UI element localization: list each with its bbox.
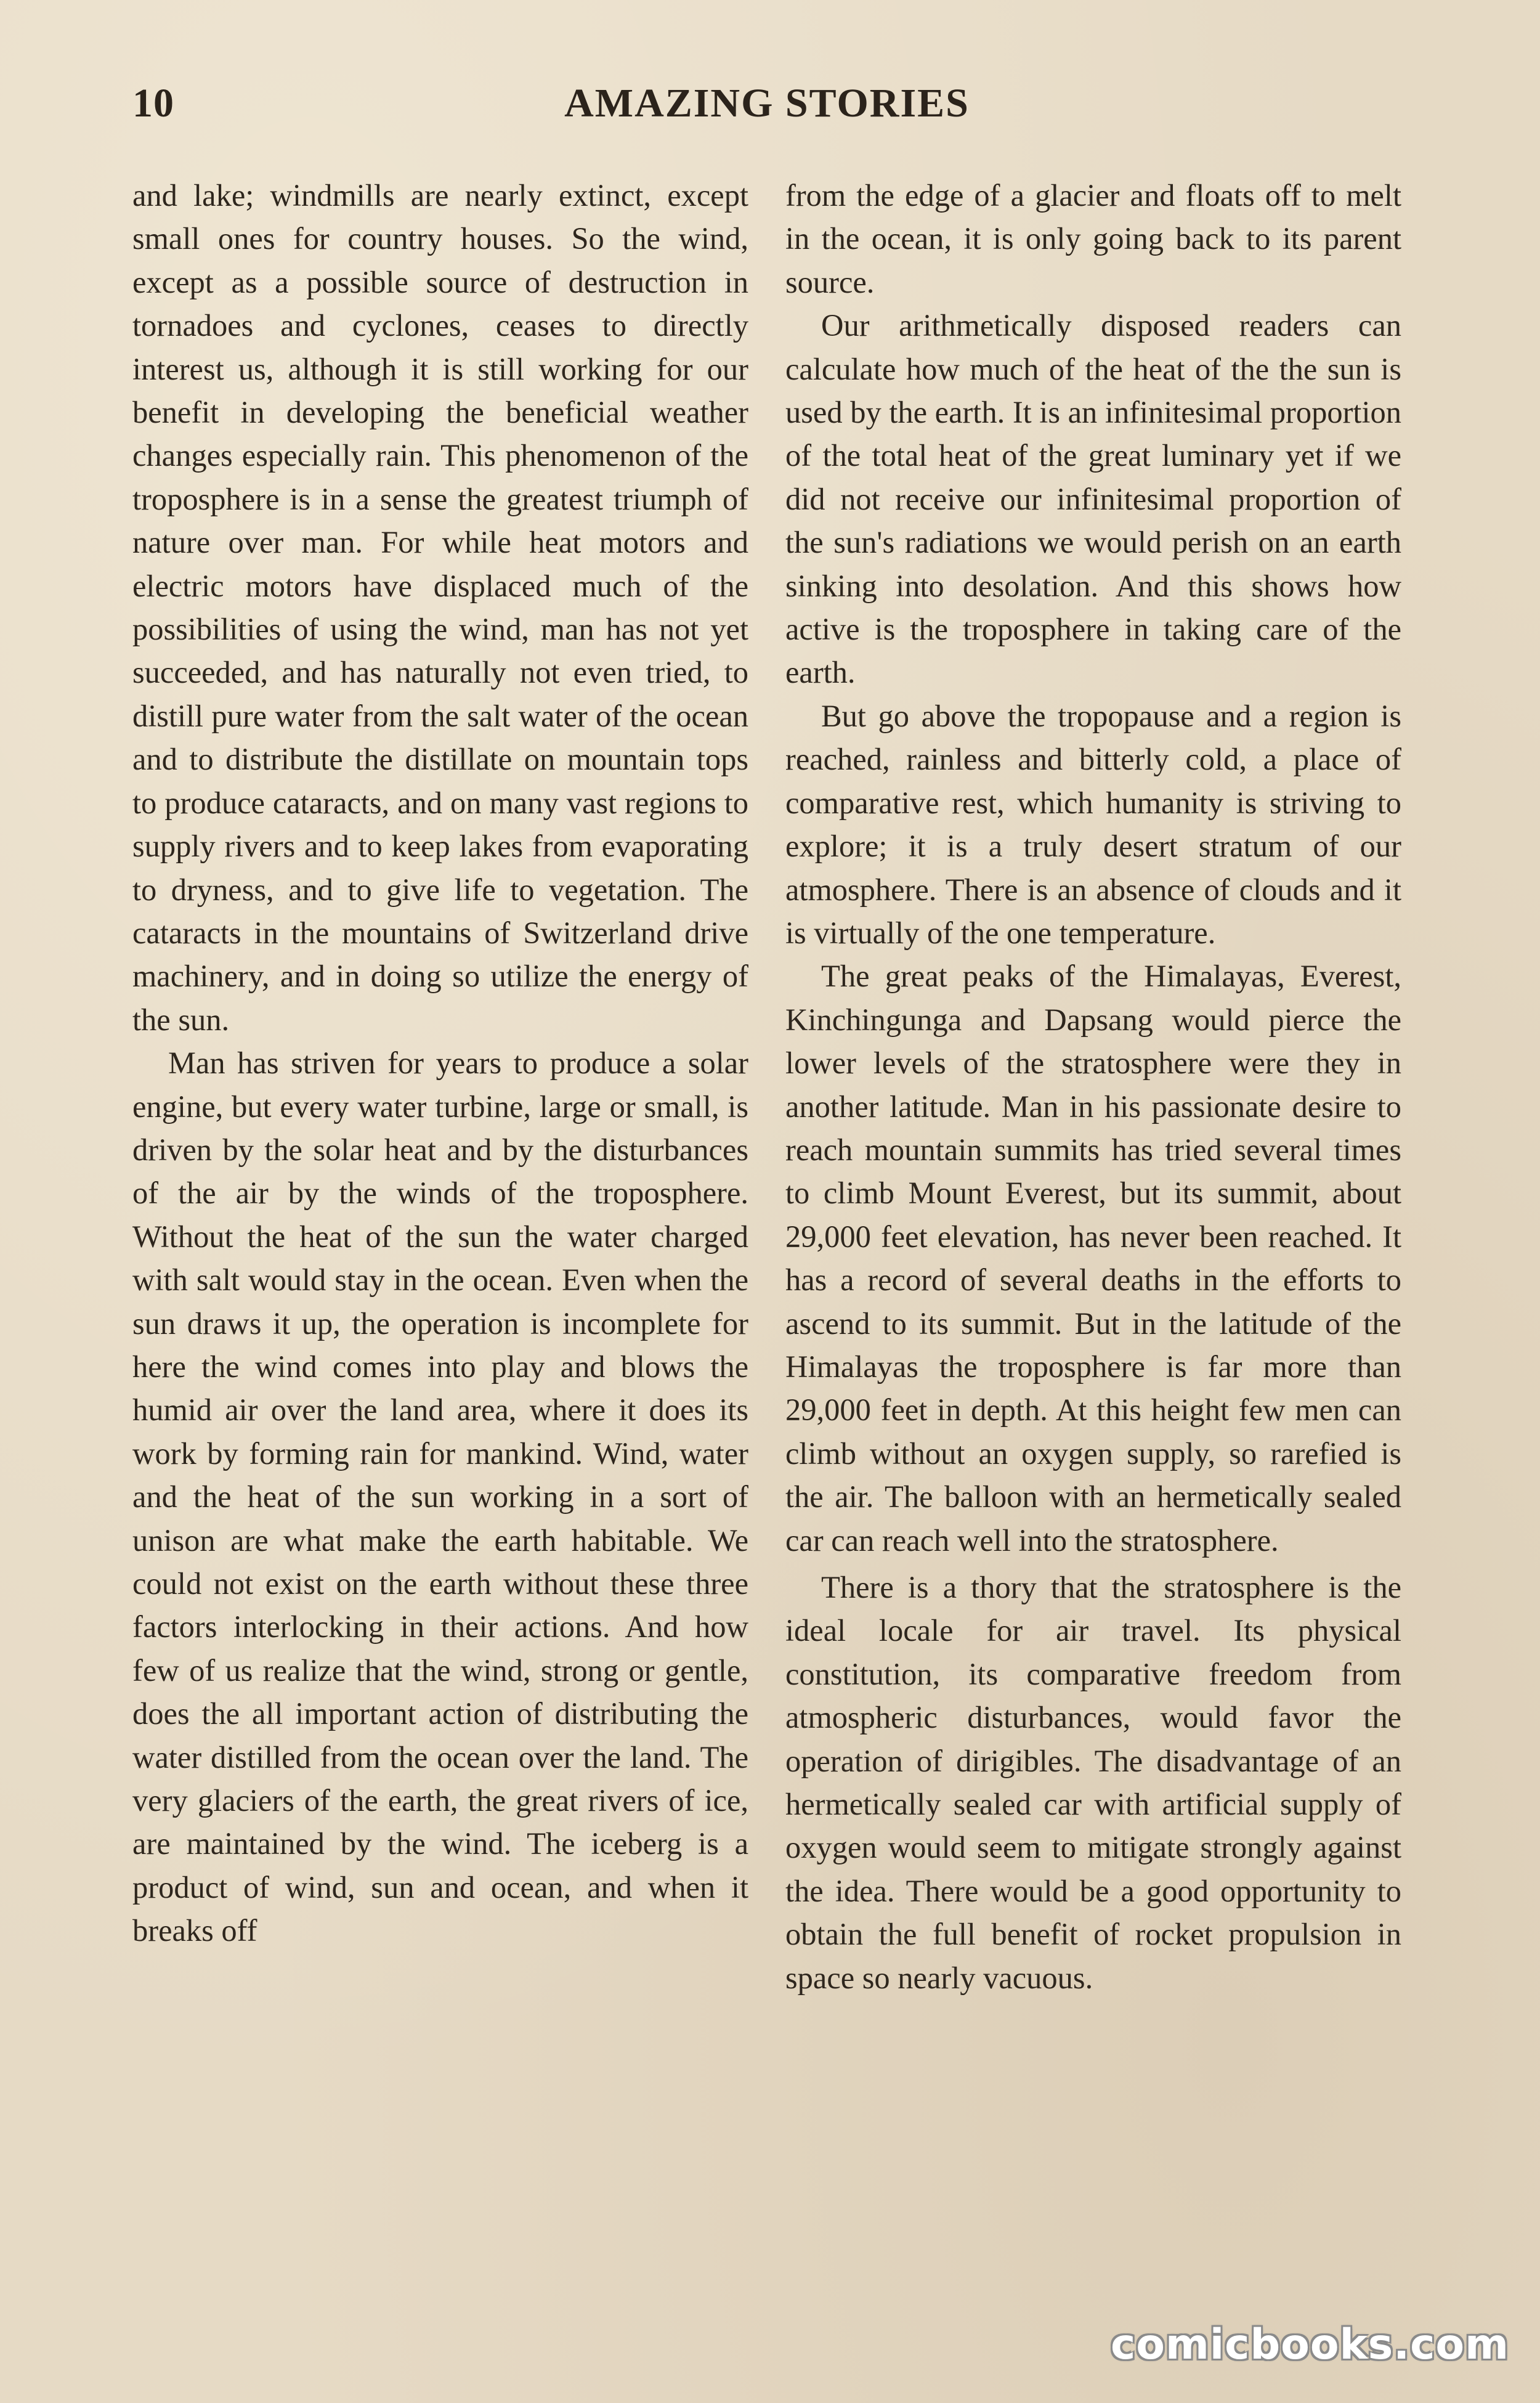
paragraph: Man has striven for years to produce a solar engine, but every water turbine, large or small, is driven by the solar heat and by the disturbances of the air by the winds of the troposphere. Without the heat of the sun the water charged with salt would stay in the ocean. Even when the sun draws it up, the operation is incomplete for here the wind comes into play and blows the humid air over the land area, where it does its work by forming rain for mankind. Wind, water and the heat of the sun working in a sort of unison are what make the earth habitable. We could not exist on the earth without these three factors interlocking in their actions. And how few of us realize that the wind, strong or gentle, does the all important action of distributing the water distilled from the ocean over the land. The very glaciers of the earth, the great rivers of ice, are maintained by the wind. The iceberg is a product of wind, sun and ocean, and when it breaks off [132,1046,748,1948]
paragraph: There is a thory that the stratosphere is the ideal locale for air travel. Its physical constitution, its comparative freedom from atmospheric disturbances, would favor the operation of dirigibles. The disadvantage of an hermetically sealed car with artificial supply of oxygen would seem to mitigate strongly against the idea. There would be a good opportunity to obtain the full benefit of rocket propulsion in space so nearly vacuous. [785,1570,1401,1995]
running-title: AMAZING STORIES [564,81,970,126]
page-header [132,80,1401,148]
paragraph: The great peaks of the Himalayas, Everest, Kinchingunga and Dapsang would pierce the lower levels of the stratosphere were they in another latitude. Man in his passionate desire to reach mountain summits has tried several times to climb Mount Everest, but its summit, about 29,000 feet elevation, has never been reached. It has a record of several deaths in the efforts to ascend to its summit. But in the latitude of the Himalayas the troposphere is far more than 29,000 feet in depth. At this height few men can climb without an oxygen supply, so rarefied is the air. The balloon with an hermetically sealed car can reach well into the stratosphere. [785,959,1401,1558]
paragraph: and lake; windmills are nearly extinct, except small ones for country houses. So the wind, except as a possible source of destruction in tornadoes and cyclones, ceases to directly interest us, although it is still working for our benefit in developing the beneficial weather changes especially rain. This phenomenon of the troposphere is in a sense the greatest triumph of nature over man. For while heat motors and electric motors have displaced much of the possibilities of using the wind, man has not yet succeeded, and has naturally not even tried, to distill pure water from the salt water of the ocean and to distribute the distillate on mountain tops to produce cataracts, and on many vast regions to supply rivers and to keep lakes from evaporating to dryness, and to give life to vegetation. The cataracts in the mountains of Switzerland drive machinery, and in doing so utilize the energy of the sun. [132,178,748,1037]
paragraph: from the edge of a glacier and floats off to melt in the ocean, it is only going back to its parent source. [785,178,1401,299]
left-column [132,174,748,1953]
page-number: 10 [132,81,174,126]
paragraph: But go above the tropopause and a region is reached, rainless and bitterly cold, a place of comparative rest, which humanity is striving to explore; it is a truly desert stratum of our atmosphere. There is an absence of clouds and it is virtually of the one temperature. [785,698,1401,950]
watermark: comicbooks.com [1110,2320,1509,2369]
paragraph: Our arithmetically disposed readers can calculate how much of the heat of the the sun is used by the earth. It is an infinitesimal proportion of the total heat of the great luminary yet if we did not receive our infinitesimal proportion of the sun's radiations we would perish on an earth sinking into desolation. And this shows how active is the troposphere in taking care of the earth. [785,308,1401,690]
right-column [785,174,1401,1999]
